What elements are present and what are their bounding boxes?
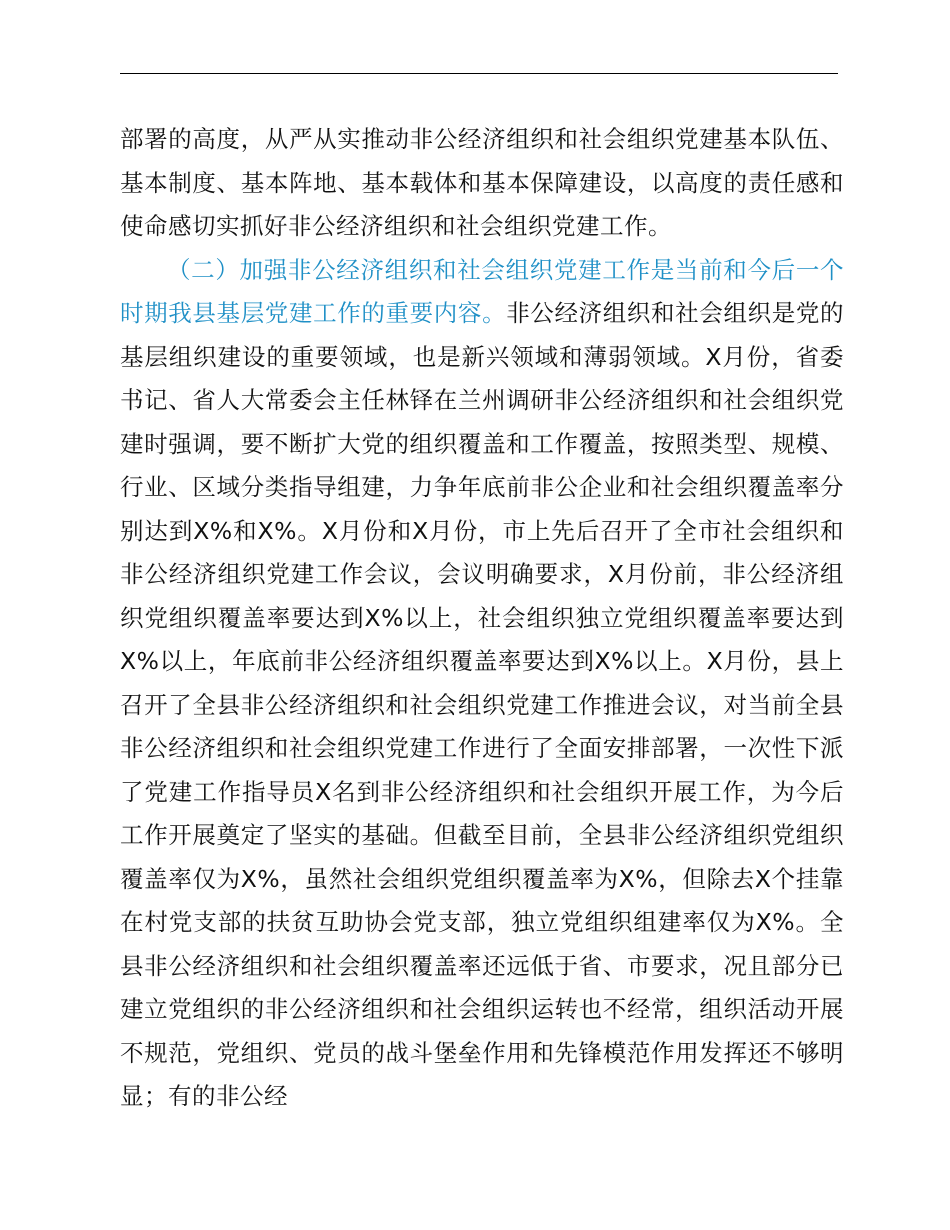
paragraph-continued xyxy=(120,118,844,249)
paragraph-section-2 xyxy=(120,249,844,1119)
paragraph-text: 非公经济组织和社会组织是党的基层组织建设的重要领域，也是新兴领域和薄弱领域。X月份，省委书记、省人大常委会主任林铎在兰州调研非公经济组织和社会组织党建时强调，要不断扩大党的组织覆盖和工作覆盖，按照类型、规模、行业、区域分类指导组建，力争年底前非公企业和社会组织覆盖率分别达到X%和X%。X月份和X月份，市上先后召开了全市社会组织和非公经济组织党建工作会议，会议明确要求，X月份前，非公经济组织党组织覆盖率要达到X%以上，社会组织独立党组织覆盖率要达到X%以上，年底前非公经济组织覆盖率要达到X%以上。X月份，县上召开了全县非公经济组织和社会组织党建工作推进会议，对当前全县非公经济组织和社会组织党建工作进行了全面安排部署，一次性下派了党建工作指导员X名到非公经济组织和社会组织开展工作，为今后工作开展奠定了坚实的基础。但截至目前，全县非公经济组织党组织覆盖率仅为X%，虽然社会组织党组织覆盖率为X%，但除去X个挂靠在村党支部的扶贫互助协会党支部，独立党组织组建率仅为X%。全县非公经济组织和社会组织覆盖率还远低于省、市要求，况且部分已建立党组织的非公经济组织和社会组织运转也不经常，组织活动开展不规范，党组织、党员的战斗堡垒作用和先锋模范作用发挥还不够明显；有的非公经 xyxy=(120,299,845,1110)
document-body xyxy=(120,118,844,1119)
header-rule xyxy=(120,73,838,74)
section-heading: （二）加强非公经济组织和社会组织党建工作是当前和今后一个时期我县基层党建工作的重要内容。 xyxy=(120,255,844,327)
paragraph-text: 部署的高度，从严从实推动非公经济组织和社会组织党建基本队伍、基本制度、基本阵地、基本载体和基本保障建设，以高度的责任感和使命感切实抓好非公经济组织和社会组织党建工作。 xyxy=(120,125,844,240)
